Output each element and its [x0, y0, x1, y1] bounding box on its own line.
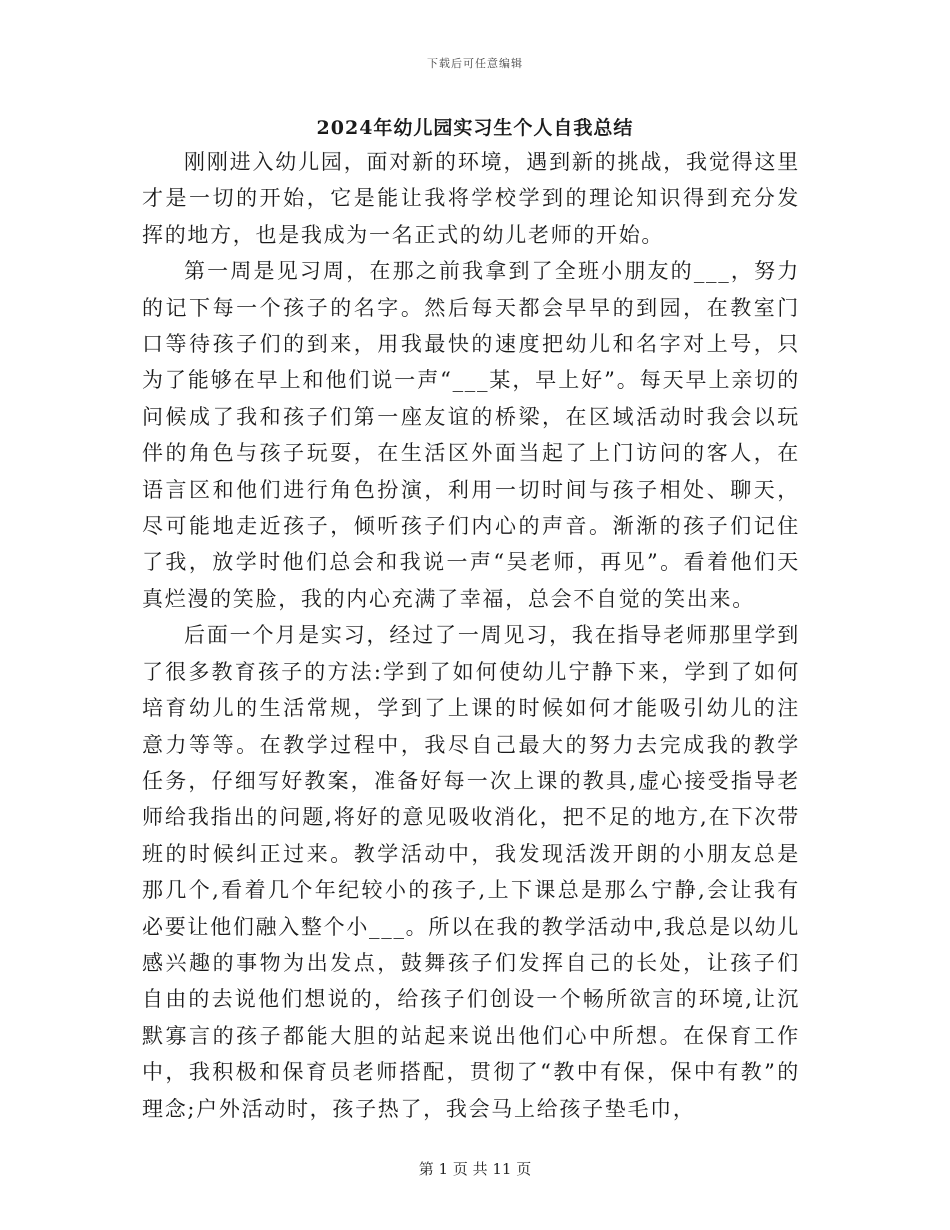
paragraph-internship-month: 后面一个月是实习，经过了一周见习，我在指导老师那里学到了很多教育孩子的方法:学到了如何使幼儿宁静下来，学到了如何培育幼儿的生活常规，学到了上课的时候如何才能吸引幼儿的注意力等等。在教学过程中，我尽自己最大的努力去完成我的教学任务，仔细写好教案，准备好每一次上课的教具,虚心接受指导老师给我指出的问题,将好的意见吸收消化，把不足的地方,在下次带班的时候纠正过来。教学活动中，我发现活泼开朗的小朋友总是那几个,看着几个年纪较小的孩子,上下课总是那么宁静,会让我有必要让他们融入整个小___。所以在我的教学活动中,我总是以幼儿感兴趣的事物为出发点，鼓舞孩子们发挥自己的长处，让孩子们自由的去说他们想说的，给孩子们创设一个畅所欲言的环境,让沉默寡言的孩子都能大胆的站起来说出他们心中所想。在保育工作中，我积极和保育员老师搭配，贯彻了“教中有保，保中有教”的理念;户外活动时，孩子热了，我会马上给孩子垫毛巾， — [142, 623, 800, 1121]
document-body — [142, 144, 800, 1127]
page-header-note: 下载后可任意编辑 — [427, 57, 523, 70]
paragraph-observation-week: 第一周是见习周，在那之前我拿到了全班小朋友的___，努力的记下每一个孩子的名字。然后每天都会早早的到园，在教室门口等待孩子们的到来，用我最快的速度把幼儿和名字对上号，只为了能够在早上和他们说一声“___某，早上好”。每天早上亲切的问候成了我和孩子们第一座友谊的桥梁，在区域活动时我会以玩伴的角色与孩子玩耍，在生活区外面当起了上门访问的客人，在语言区和他们进行角色扮演，利用一切时间与孩子相处、聊天，尽可能地走近孩子，倾听孩子们内心的声音。渐渐的孩子们记住了我，放学时他们总会和我说一声“吴老师，再见”。看着他们天真烂漫的笑脸，我的内心充满了幸福，总会不自觉的笑出来。 — [142, 259, 800, 611]
paragraph-intro: 刚刚进入幼儿园，面对新的环境，遇到新的挑战，我觉得这里才是一切的开始，它是能让我将学校学到的理论知识得到充分发挥的地方，也是我成为一名正式的幼儿老师的开始。 — [142, 150, 800, 247]
page-number-footer: 第 1 页 共 11 页 — [418, 1160, 532, 1178]
document-title: 2024年幼儿园实习生个人自我总结 — [316, 117, 634, 139]
